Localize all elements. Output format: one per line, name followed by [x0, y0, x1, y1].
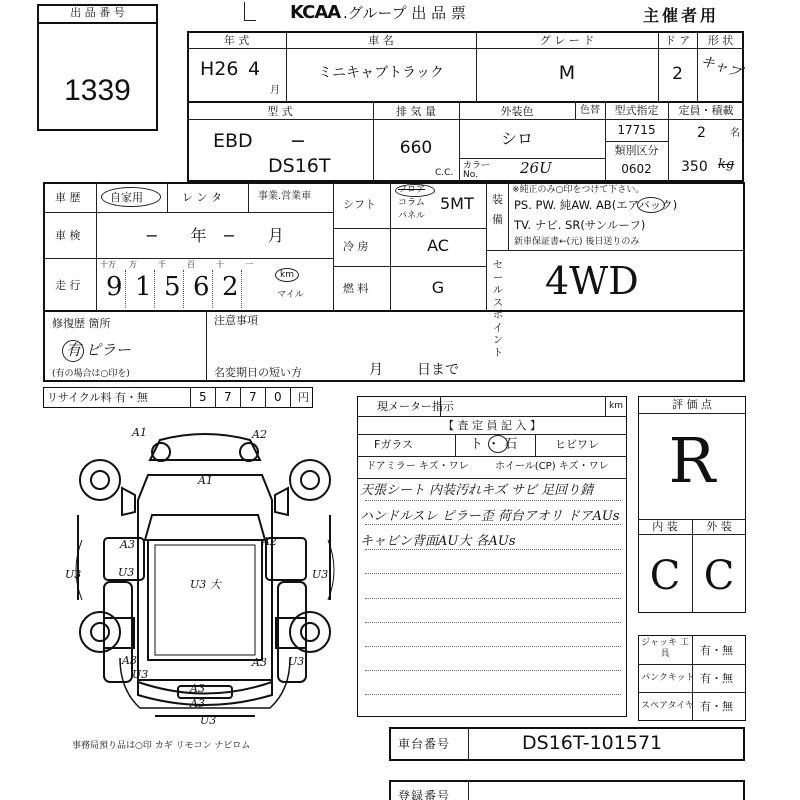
- displacement-label: 排 気 量: [396, 105, 436, 118]
- equipment-label: 装備: [492, 193, 503, 226]
- mileage-unit-label: 十万: [100, 260, 116, 269]
- vehicle-name: ミニキャブトラック: [318, 65, 444, 81]
- load-unit: kg: [718, 157, 735, 172]
- shift-panel: パネル: [398, 211, 426, 221]
- repaint-label: 色替: [580, 105, 600, 116]
- recycle-label: リサイクル料 有・無: [47, 391, 148, 404]
- history-label: 車 歴: [55, 191, 81, 204]
- door-mirror-label: ドアミラー キズ・ワレ: [366, 461, 469, 472]
- inspection-value: − 年 − 月: [145, 226, 284, 245]
- body-type-label: 形 状: [707, 34, 734, 47]
- vehicle-damage-diagram: [60, 420, 350, 730]
- deadline-day: 日まで: [417, 362, 459, 378]
- equipment-line3: 新車保証書←(元) 後日送りのみ: [514, 237, 640, 247]
- business-label: 事業.営業車: [258, 191, 312, 202]
- doors: 2: [672, 64, 683, 84]
- equipment-line2: TV. ナビ. SR(サンルーフ): [514, 218, 646, 232]
- type-designation: 17715: [617, 123, 656, 137]
- damage-mark: U3 大: [190, 578, 221, 591]
- model-dash: −: [290, 130, 306, 152]
- interior-label: 内 装: [652, 520, 678, 533]
- ac-value: AC: [427, 236, 449, 255]
- airbag-circle: [637, 197, 665, 213]
- registration-label: 登録番号: [398, 789, 451, 800]
- damage-mark: U3: [288, 655, 305, 668]
- damage-mark: U3: [118, 566, 135, 579]
- deadline-label: 名変期日の短い方: [214, 366, 302, 379]
- grade-label: グ レ ー ド: [539, 34, 595, 47]
- mileage-digit: 5: [164, 272, 181, 302]
- shift-column: コラム: [398, 198, 425, 208]
- year-month: 4: [248, 58, 261, 80]
- damage-mark: A1: [198, 474, 213, 487]
- damage-mark: A2: [262, 535, 277, 548]
- wheel-label: ホイール(CP) キズ・ワレ: [495, 461, 609, 472]
- score-label: 評 価 点: [672, 398, 712, 411]
- puncture-kit-value: 有・無: [700, 672, 733, 685]
- shift-label: シフト: [343, 198, 376, 211]
- page-title: .グループ 出 品 票: [343, 4, 466, 22]
- inspector-section-title: 【 査 定 員 記 入 】: [443, 419, 541, 432]
- mileage-label: 走 行: [55, 279, 81, 292]
- year-era: H26: [200, 58, 239, 80]
- grade: M: [558, 62, 576, 84]
- km-label: km: [280, 270, 294, 280]
- fglass-options: ト ・ 石: [470, 437, 518, 452]
- interior-score: C: [649, 553, 681, 599]
- fglass-label: Fガラス: [374, 438, 413, 451]
- capacity-label: 定員・積載: [678, 104, 734, 117]
- spare-tire-label: スペアタイヤ: [641, 701, 695, 711]
- cc-label: C.C.: [435, 168, 454, 178]
- recycle-digit: 0: [274, 390, 282, 404]
- inspector-note-3: キャビン背面AU大 各AUs: [360, 534, 516, 549]
- doors-label: ド ア: [664, 34, 691, 47]
- type-designation-label: 型式指定: [614, 104, 659, 117]
- repair-label: 修復歴 箇所: [52, 317, 111, 330]
- inspection-label: 車 検: [55, 229, 81, 242]
- damage-mark: U3: [132, 668, 149, 681]
- jack-value: 有・無: [700, 644, 733, 657]
- puncture-kit-label: パンクキット: [641, 673, 695, 683]
- mileage-unit-label: 百: [187, 260, 195, 269]
- color: シロ: [500, 129, 533, 148]
- recycle-digit: 7: [224, 390, 232, 404]
- mileage-digit: 2: [222, 272, 239, 302]
- model-code: DS16T: [268, 155, 331, 177]
- recycle-digit: 5: [199, 390, 207, 404]
- damage-mark: A3: [122, 654, 137, 667]
- equipment-line1: PS. PW. 純AW. AB(エアバック): [514, 198, 678, 212]
- brand-logo: KCAA: [290, 2, 341, 23]
- chassis-number: DS16T-101571: [522, 732, 663, 754]
- year-label: 年 式: [223, 34, 250, 47]
- damage-mark: U3: [312, 568, 329, 581]
- spare-tire-value: 有・無: [700, 700, 733, 713]
- meter-label: 現メーター指示: [377, 400, 454, 413]
- sales-point-value: 4WD: [545, 259, 639, 303]
- fuel-value: G: [431, 278, 445, 297]
- mileage-digit: 1: [135, 272, 152, 302]
- damage-mark: A3: [190, 682, 205, 695]
- fuel-label: 燃 料: [343, 282, 369, 295]
- mileage-unit-label: 千: [158, 260, 166, 269]
- chassis-label: 車台番号: [398, 737, 451, 751]
- model-prefix: EBD: [213, 130, 253, 152]
- equipment-note: ※純正のみ○印をつけて下さい。: [512, 185, 645, 195]
- damage-mark: A1: [132, 426, 147, 439]
- damage-mark: A3: [252, 656, 267, 669]
- category: 0602: [621, 162, 652, 176]
- damage-mark: U3: [65, 568, 82, 581]
- recycle-unit: 円: [298, 391, 309, 404]
- shift-floor: フロア: [398, 185, 426, 195]
- year-month-unit: 月: [270, 85, 280, 96]
- damage-mark: U3: [200, 714, 217, 727]
- organizer-label: 主催者用: [643, 6, 720, 25]
- private-use-label: 自家用: [110, 191, 143, 204]
- rental-label: レ ン タ: [182, 191, 222, 204]
- repair-value: 有 ピラー: [66, 341, 131, 359]
- mileage-unit-label: 一: [245, 260, 253, 269]
- repair-sub: (有の場合は○印を): [52, 369, 130, 379]
- category-label: 類別区分: [614, 144, 659, 157]
- exterior-label: 外 装: [706, 520, 732, 533]
- displacement: 660: [399, 138, 433, 158]
- color-no: 26U: [520, 159, 552, 177]
- vehicle-name-label: 車 名: [368, 34, 394, 47]
- capacity-unit: 名: [730, 128, 740, 139]
- sales-point-label: セールスポイント: [493, 260, 503, 359]
- exterior-score: C: [703, 553, 735, 599]
- inspector-note-1: 天張シート 内装汚れキズ サビ 足回り錆: [360, 483, 594, 498]
- color-label: 外装色: [500, 105, 534, 118]
- capacity: 2: [697, 125, 706, 141]
- lot-number-label: 出 品 番 号: [70, 6, 125, 19]
- body-type: キャブ: [698, 52, 744, 82]
- model-label: 型 式: [267, 105, 293, 118]
- load: 350: [681, 159, 708, 175]
- crack-label: ヒビワレ: [555, 438, 599, 451]
- mileage-digit: 6: [193, 272, 210, 302]
- damage-mark: A3: [190, 697, 205, 710]
- mileage-unit-label: 十: [216, 260, 224, 269]
- mileage-unit-label: 万: [129, 260, 137, 269]
- deadline-month: 月: [369, 362, 383, 378]
- mile-label: マイル: [277, 290, 304, 300]
- damage-mark: A3: [120, 538, 135, 551]
- shift-value: 5MT: [440, 194, 474, 213]
- recycle-digit: 7: [249, 390, 257, 404]
- notes-label: 注意事項: [214, 314, 258, 327]
- inspector-note-2: ハンドルスレ ピラー歪 荷台アオリ ドアAUs: [360, 509, 620, 524]
- score-value: R: [668, 424, 716, 497]
- ac-label: 冷 房: [343, 240, 369, 253]
- mileage-digit: 9: [106, 272, 123, 302]
- lot-number: 1339: [64, 74, 131, 107]
- damage-mark: A2: [252, 428, 267, 441]
- office-items-label: 事務局預り品は○印 カギ リモコン ナビロム: [72, 741, 251, 751]
- meter-unit: km: [609, 401, 623, 411]
- color-no-label: カラー No.: [463, 161, 491, 180]
- jack-label: ジャッキ 工 具: [641, 638, 689, 659]
